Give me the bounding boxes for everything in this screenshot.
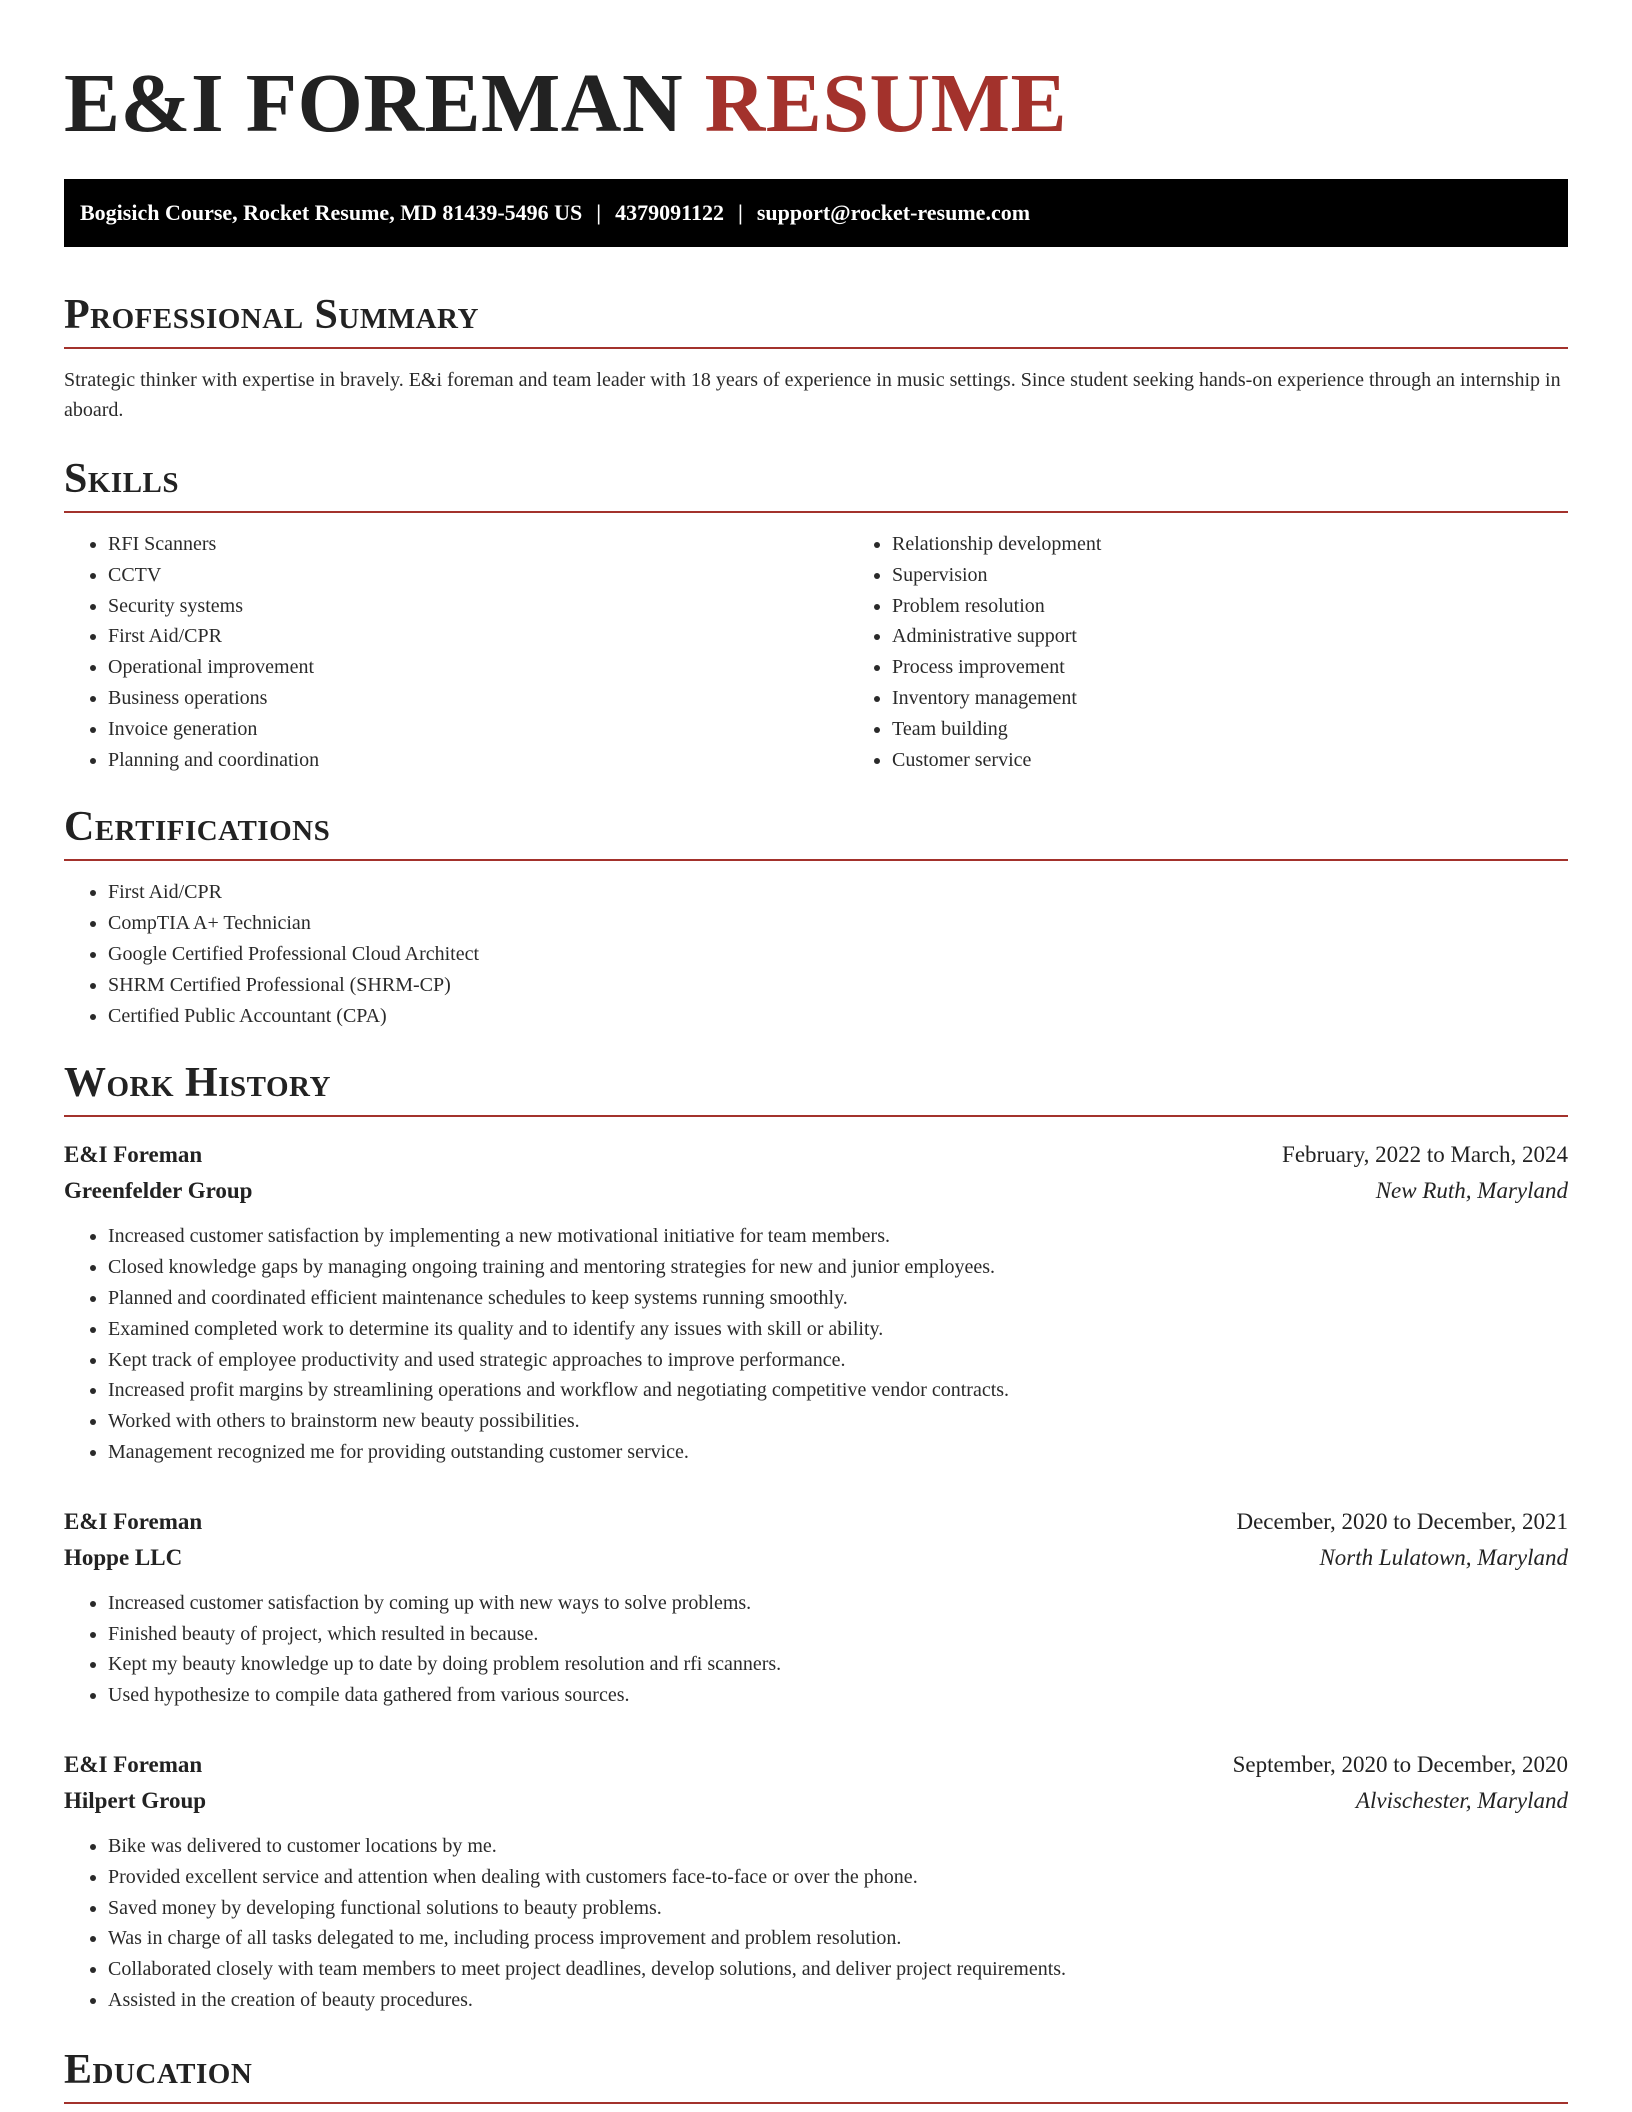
skill-item: • Inventory management — [892, 683, 1568, 714]
skill-item: • CCTV — [108, 560, 848, 591]
contact-separator: | — [737, 200, 743, 225]
job-duty-item: • Saved money by developing functional solutions to beauty problems. — [108, 1893, 1568, 1924]
job-duties-list — [64, 1588, 1568, 1711]
job-duties-list — [64, 1831, 1568, 2016]
job-company-row — [64, 1173, 1568, 1209]
job-duty-item: • Increased customer satisfaction by implementing a new motivational initiative for team members. — [108, 1221, 1568, 1252]
job-location: Alvischester, Maryland — [1355, 1787, 1568, 1813]
job-dates: September, 2020 to December, 2020 — [1232, 1751, 1568, 1777]
skills-heading: Skills — [64, 455, 1568, 513]
job-company: Hoppe LLC — [64, 1544, 183, 1570]
work-history-section — [64, 1059, 1568, 2015]
education-heading: Education — [64, 2046, 1568, 2104]
summary-heading: Professional Summary — [64, 291, 1568, 349]
education-section — [64, 2046, 1568, 2104]
job-entry — [64, 1137, 1568, 1467]
skill-item: • Administrative support — [892, 621, 1568, 652]
skill-item: • Relationship development — [892, 529, 1568, 560]
skill-item: • Problem resolution — [892, 591, 1568, 622]
job-duty-item: • Collaborated closely with team members to meet project deadlines, develop solutions, and deliver project requirements. — [108, 1954, 1568, 1985]
job-duty-item: • Provided excellent service and attention when dealing with customers face-to-face or over the phone. — [108, 1862, 1568, 1893]
job-duty-item: • Increased customer satisfaction by coming up with new ways to solve problems. — [108, 1588, 1568, 1619]
page-title — [64, 0, 1568, 152]
skills-list-right — [848, 529, 1568, 775]
contact-separator: | — [596, 200, 602, 225]
certification-item: • Certified Public Accountant (CPA) — [108, 1001, 1568, 1032]
job-duties-list — [64, 1221, 1568, 1467]
skills-grid — [64, 513, 1568, 775]
title-main: E&I FOREMAN — [64, 57, 684, 150]
contact-email[interactable]: support@rocket-resume.com — [756, 200, 1031, 225]
certifications-section — [64, 803, 1568, 1031]
resume-page — [64, 0, 1568, 2112]
title-accent: RESUME — [704, 57, 1068, 150]
job-title: E&I Foreman — [64, 1142, 203, 1168]
job-duty-item: • Management recognized me for providing outstanding customer service. — [108, 1437, 1568, 1468]
skill-item: • Operational improvement — [108, 652, 848, 683]
job-title: E&I Foreman — [64, 1751, 203, 1777]
job-header-row — [64, 1504, 1568, 1540]
skill-item: • Supervision — [892, 560, 1568, 591]
skill-item: • RFI Scanners — [108, 529, 848, 560]
job-duty-item: • Assisted in the creation of beauty procedures. — [108, 1985, 1568, 2016]
skill-item: • Security systems — [108, 591, 848, 622]
job-duty-item: • Finished beauty of project, which resulted in because. — [108, 1619, 1568, 1650]
skill-item: • Business operations — [108, 683, 848, 714]
job-duty-item: • Planned and coordinated efficient maintenance schedules to keep systems running smoothly. — [108, 1283, 1568, 1314]
contact-address: Bogisich Course, Rocket Resume, MD 81439-5496 US — [80, 200, 583, 225]
job-company: Hilpert Group — [64, 1787, 207, 1813]
job-entry — [64, 1504, 1568, 1711]
job-duty-item: • Increased profit margins by streamlining operations and workflow and negotiating competitive vendor contracts. — [108, 1375, 1568, 1406]
skills-section — [64, 455, 1568, 775]
job-location: North Lulatown, Maryland — [1319, 1544, 1568, 1570]
certifications-heading: Certifications — [64, 803, 1568, 861]
job-duty-item: • Was in charge of all tasks delegated to me, including process improvement and problem resolution. — [108, 1923, 1568, 1954]
skill-item: • Customer service — [892, 745, 1568, 776]
job-header-row — [64, 1747, 1568, 1783]
skill-item: • Team building — [892, 714, 1568, 745]
certifications-list — [64, 877, 1568, 1031]
job-header-row — [64, 1137, 1568, 1173]
job-entry — [64, 1747, 1568, 2016]
job-duty-item: • Closed knowledge gaps by managing ongoing training and mentoring strategies for new and junior employees. — [108, 1252, 1568, 1283]
skills-list-left — [64, 529, 848, 775]
certification-item: • SHRM Certified Professional (SHRM-CP) — [108, 970, 1568, 1001]
summary-text: Strategic thinker with expertise in bravely. E&i foreman and team leader with 18 years of experience in music settings. Since student seeking hands-on experience through an internship in aboard. — [64, 369, 1561, 421]
job-company-row — [64, 1540, 1568, 1576]
job-company-row — [64, 1783, 1568, 1819]
skill-item: • First Aid/CPR — [108, 621, 848, 652]
certification-item: • Google Certified Professional Cloud Architect — [108, 939, 1568, 970]
skill-item: • Process improvement — [892, 652, 1568, 683]
job-company: Greenfelder Group — [64, 1178, 253, 1204]
job-duty-item: • Bike was delivered to customer locations by me. — [108, 1831, 1568, 1862]
job-duty-item: • Worked with others to brainstorm new beauty possibilities. — [108, 1406, 1568, 1437]
job-dates: February, 2022 to March, 2024 — [1282, 1142, 1568, 1168]
work-history-heading: Work History — [64, 1059, 1568, 1117]
certification-item: • CompTIA A+ Technician — [108, 908, 1568, 939]
job-location: New Ruth, Maryland — [1375, 1178, 1568, 1204]
job-duty-item: • Examined completed work to determine its quality and to identify any issues with skill or ability. — [108, 1314, 1568, 1345]
job-title: E&I Foreman — [64, 1508, 203, 1534]
contact-bar — [64, 179, 1568, 247]
job-duty-item: • Used hypothesize to compile data gathered from various sources. — [108, 1680, 1568, 1711]
summary-section — [64, 291, 1568, 425]
certification-item: • First Aid/CPR — [108, 877, 1568, 908]
skill-item: • Planning and coordination — [108, 745, 848, 776]
contact-phone[interactable]: 4379091122 — [615, 200, 724, 225]
job-duty-item: • Kept track of employee productivity and used strategic approaches to improve performance. — [108, 1345, 1568, 1376]
job-duty-item: • Kept my beauty knowledge up to date by doing problem resolution and rfi scanners. — [108, 1649, 1568, 1680]
job-dates: December, 2020 to December, 2021 — [1236, 1508, 1568, 1534]
skill-item: • Invoice generation — [108, 714, 848, 745]
